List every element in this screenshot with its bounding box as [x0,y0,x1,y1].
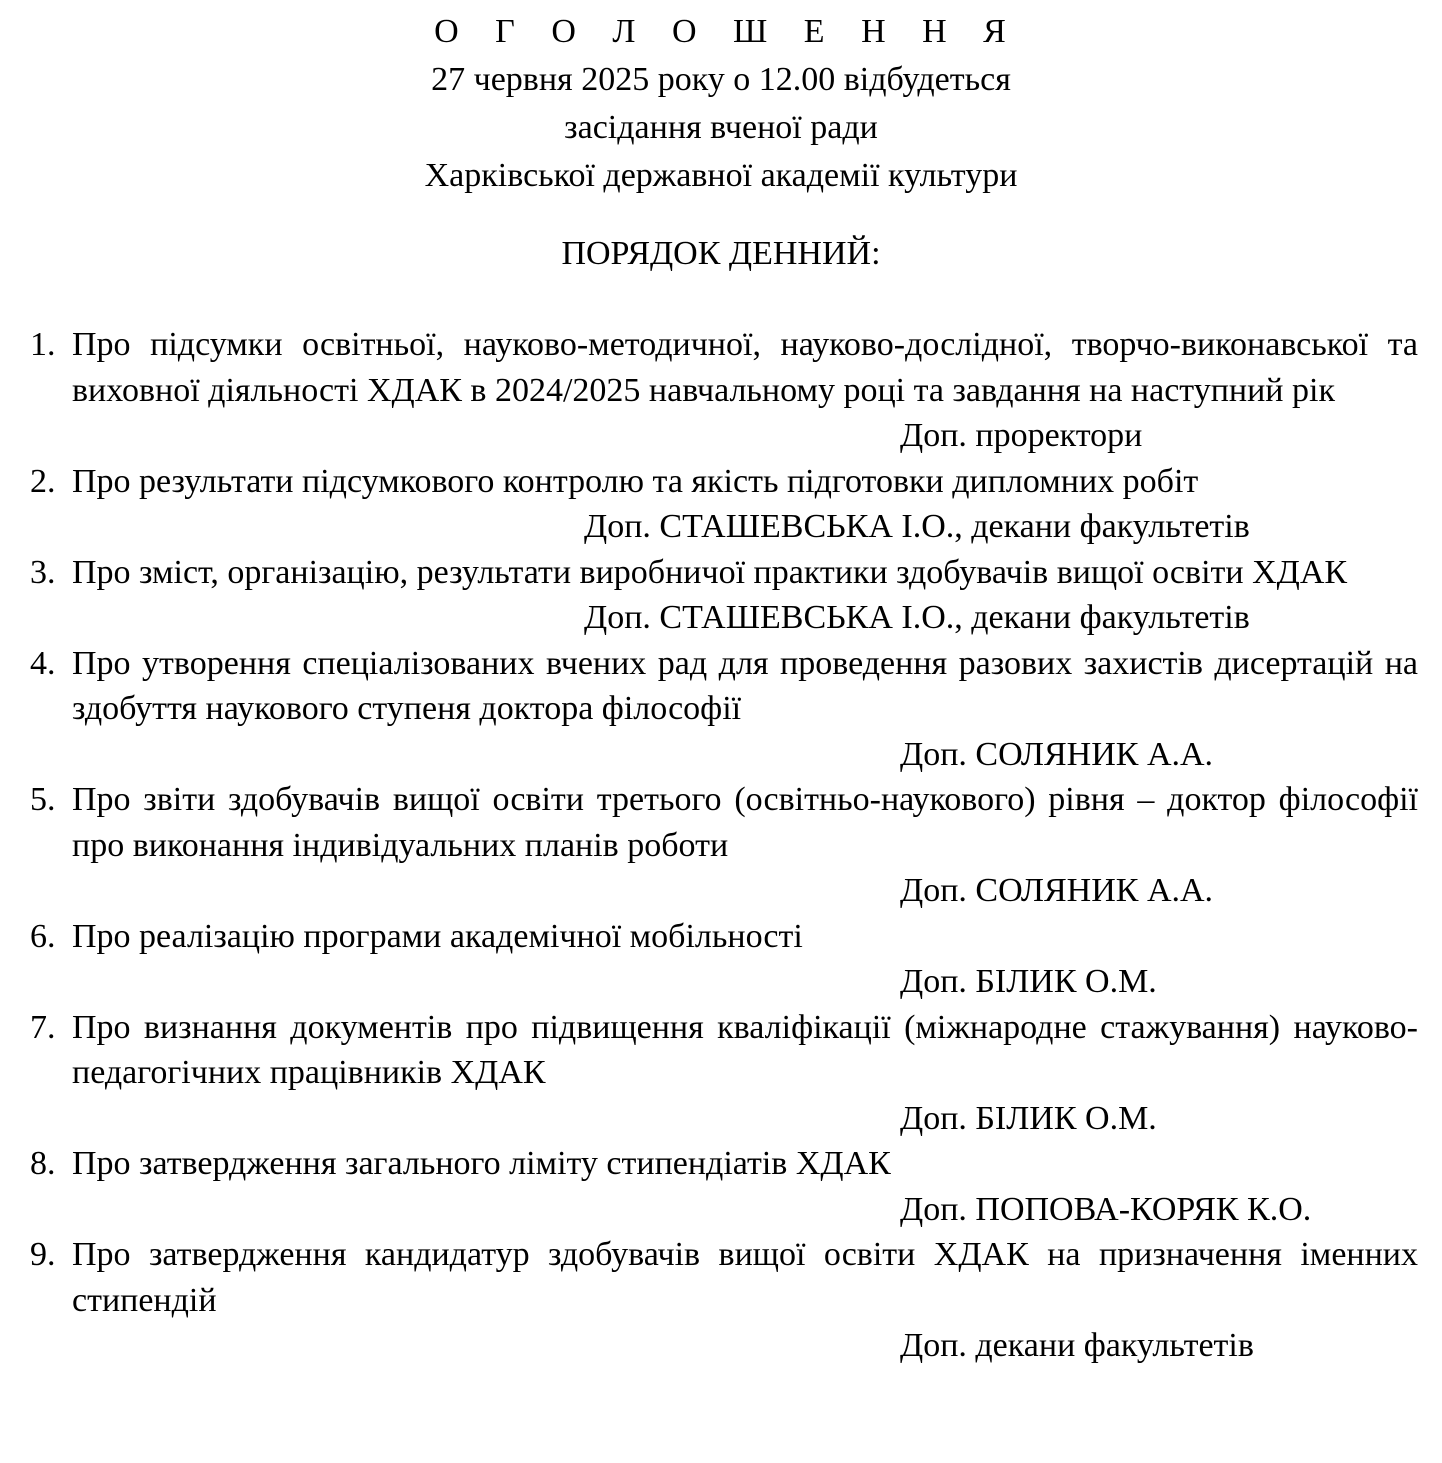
agenda-item [30,550,1418,596]
agenda-item-speaker: Доп. БІЛИК О.М. [900,1099,1157,1137]
agenda-item-text: Про затвердження кандидатур здобувачів вищої освіти ХДАК на призначення іменних стипендій [72,1236,1418,1319]
agenda-item-number: 1. [30,326,56,363]
agenda-item-text: Про результати підсумкового контролю та якість підготовки дипломних робіт [72,462,1199,500]
agenda-item-speaker: Доп. СОЛЯНИК А.А. [900,735,1214,773]
agenda-item-text: Про затвердження загального ліміту стипендіатів ХДАК [72,1145,891,1182]
agenda-item [30,1005,1418,1096]
agenda-item-speaker: Доп. СТАШЕВСЬКА І.О., декани факультетів [584,599,1250,636]
announcement-header [0,8,1442,200]
announcement-date-line: 27 червня 2025 року о 12.00 відбудеться [431,61,1011,98]
agenda-item-speaker: Доп. проректори [900,417,1143,454]
announcement-institution-line: Харківської державної академії культури [424,157,1018,194]
agenda-item-number: 2. [30,462,56,500]
agenda-item [30,459,1418,505]
agenda-list [30,322,1418,1369]
agenda-item-text: Про реалізацію програми академічної мобільності [72,917,803,955]
agenda-item [30,641,1418,732]
agenda-title: ПОРЯДОК ДЕННИЙ: [561,235,881,272]
agenda-item-speaker: Доп. ПОПОВА-КОРЯК К.О. [900,1190,1312,1228]
agenda-item-text: Про звіти здобувачів вищої освіти третього (освітньо-наукового) рівня – доктор філософії про виконання індивідуальних планів роботи [72,781,1418,864]
agenda-item-number: 7. [30,1008,56,1046]
agenda-item-text: Про підсумки освітньої, науково-методичної, науково-дослідної, творчо-виконавської та виховної діяльності ХДАК в 2024/2025 навчальному році та завдання на наступний рік [72,326,1418,409]
agenda-item [30,914,1418,960]
agenda-item-speaker: Доп. СТАШЕВСЬКА І.О., декани факультетів [584,508,1250,545]
agenda-item-speaker: Доп. БІЛИК О.М. [900,963,1157,1000]
agenda-item [30,1141,1418,1187]
announcement-meeting-line: засідання вченої ради [564,109,878,146]
agenda-item-number: 4. [30,644,56,682]
agenda-item-text: Про утворення спеціалізованих вчених рад для проведення разових захистів дисертацій на здобуття наукового ступеня доктора філософії [72,644,1418,727]
agenda-item-number: 3. [30,553,56,591]
agenda-item [30,777,1418,868]
agenda-item [30,1232,1418,1323]
agenda-item-number: 8. [30,1145,56,1182]
agenda-item-number: 9. [30,1236,56,1273]
agenda-item [30,322,1418,413]
announcement-title: О Г О Л О Ш Е Н Н Я [434,13,1020,50]
agenda-item-speaker: Доп. декани факультетів [900,1327,1254,1364]
agenda-item-number: 6. [30,917,56,955]
agenda-item-speaker: Доп. СОЛЯНИК А.А. [900,872,1214,909]
agenda-item-text: Про зміст, організацію, результати виробничої практики здобувачів вищої освіти ХДАК [72,553,1348,591]
agenda-item-number: 5. [30,781,56,818]
agenda-item-text: Про визнання документів про підвищення кваліфікації (міжнародне стажування) науково-педагогічних працівників ХДАК [72,1008,1418,1091]
